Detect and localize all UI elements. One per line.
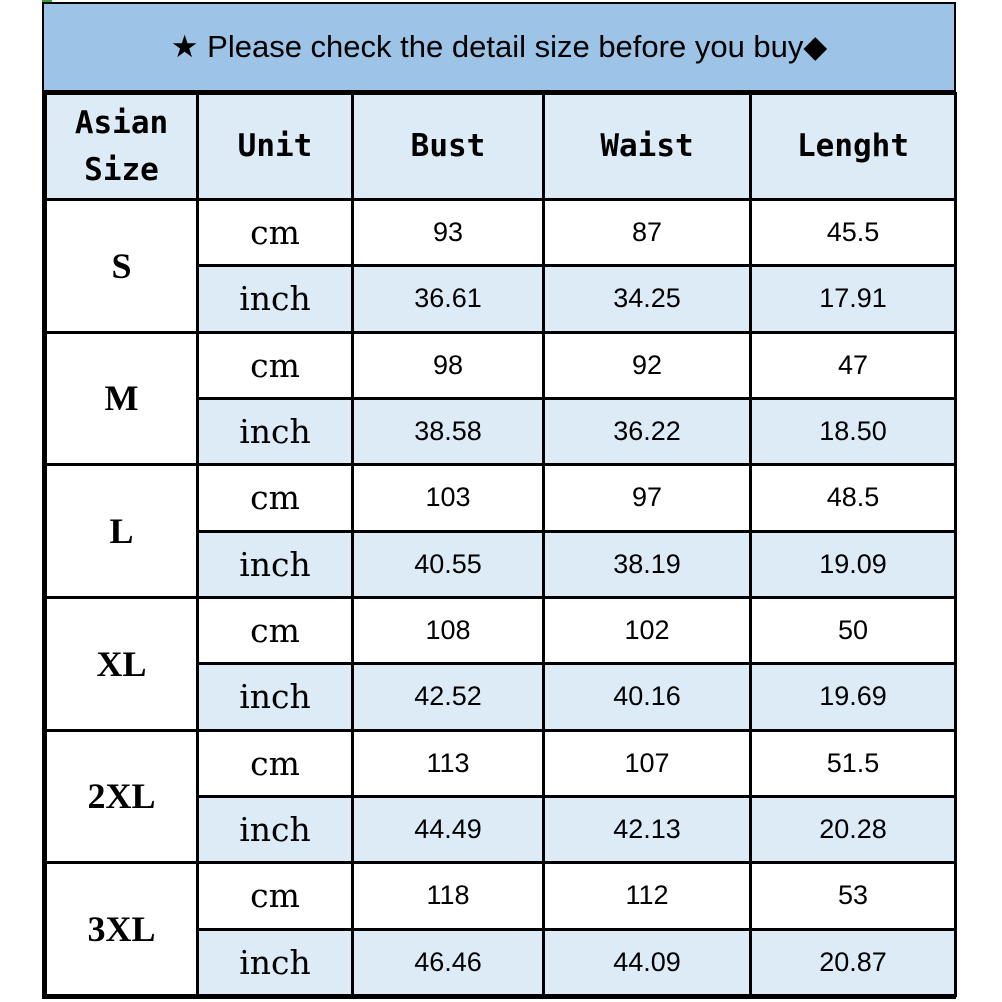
waist-value: 107 xyxy=(544,730,751,796)
header-bust: Bust xyxy=(353,94,544,200)
bust-value: 118 xyxy=(353,863,544,929)
size-row-cm xyxy=(46,730,956,796)
header-row xyxy=(46,94,956,200)
waist-value: 36.22 xyxy=(544,398,751,464)
unit-cell: cm xyxy=(198,200,353,266)
waist-value: 38.19 xyxy=(544,531,751,597)
bust-value: 42.52 xyxy=(353,664,544,730)
waist-value: 40.16 xyxy=(544,664,751,730)
unit-cell: inch xyxy=(198,531,353,597)
size-row-cm xyxy=(46,863,956,929)
length-value: 48.5 xyxy=(751,465,956,531)
waist-value: 42.13 xyxy=(544,796,751,862)
unit-cell: cm xyxy=(198,863,353,929)
bust-value: 40.55 xyxy=(353,531,544,597)
bust-value: 46.46 xyxy=(353,929,544,995)
unit-cell: inch xyxy=(198,266,353,332)
unit-cell: cm xyxy=(198,465,353,531)
size-label: 3XL xyxy=(46,863,198,996)
header-waist: Waist xyxy=(544,94,751,200)
bust-value: 93 xyxy=(353,200,544,266)
header-unit: Unit xyxy=(198,94,353,200)
bust-value: 36.61 xyxy=(353,266,544,332)
length-value: 17.91 xyxy=(751,266,956,332)
length-value: 50 xyxy=(751,597,956,663)
size-table-body xyxy=(46,200,956,996)
unit-cell: inch xyxy=(198,398,353,464)
length-value: 53 xyxy=(751,863,956,929)
waist-value: 34.25 xyxy=(544,266,751,332)
length-value: 20.87 xyxy=(751,929,956,995)
unit-cell: cm xyxy=(198,332,353,398)
size-row-cm xyxy=(46,200,956,266)
bust-value: 103 xyxy=(353,465,544,531)
header-asian-size-line2: Size xyxy=(84,151,159,188)
bust-value: 38.58 xyxy=(353,398,544,464)
unit-cell: inch xyxy=(198,664,353,730)
size-label: L xyxy=(46,465,198,598)
bust-value: 113 xyxy=(353,730,544,796)
unit-cell: inch xyxy=(198,796,353,862)
length-value: 18.50 xyxy=(751,398,956,464)
bust-value: 98 xyxy=(353,332,544,398)
unit-cell: inch xyxy=(198,929,353,995)
length-value: 20.28 xyxy=(751,796,956,862)
bust-value: 44.49 xyxy=(353,796,544,862)
header-asian-size-line1: Asian xyxy=(74,105,169,141)
size-label: S xyxy=(46,200,198,333)
size-row-cm xyxy=(46,332,956,398)
length-value: 45.5 xyxy=(751,200,956,266)
length-value: 51.5 xyxy=(751,730,956,796)
size-chart xyxy=(42,2,956,999)
unit-cell: cm xyxy=(198,730,353,796)
header-length: Lenght xyxy=(751,94,956,200)
waist-value: 92 xyxy=(544,332,751,398)
length-value: 19.09 xyxy=(751,531,956,597)
length-value: 19.69 xyxy=(751,664,956,730)
size-row-cm xyxy=(46,597,956,663)
size-label: M xyxy=(46,332,198,465)
size-table xyxy=(44,92,957,997)
size-chart-banner: ★ Please check the detail size before you buy◆ xyxy=(44,4,954,90)
size-label: 2XL xyxy=(46,730,198,863)
size-label: XL xyxy=(46,597,198,730)
length-value: 47 xyxy=(751,332,956,398)
waist-value: 97 xyxy=(544,465,751,531)
waist-value: 87 xyxy=(544,200,751,266)
waist-value: 44.09 xyxy=(544,929,751,995)
header-asian-size xyxy=(46,94,198,200)
waist-value: 102 xyxy=(544,597,751,663)
unit-cell: cm xyxy=(198,597,353,663)
size-row-cm xyxy=(46,465,956,531)
bust-value: 108 xyxy=(353,597,544,663)
waist-value: 112 xyxy=(544,863,751,929)
